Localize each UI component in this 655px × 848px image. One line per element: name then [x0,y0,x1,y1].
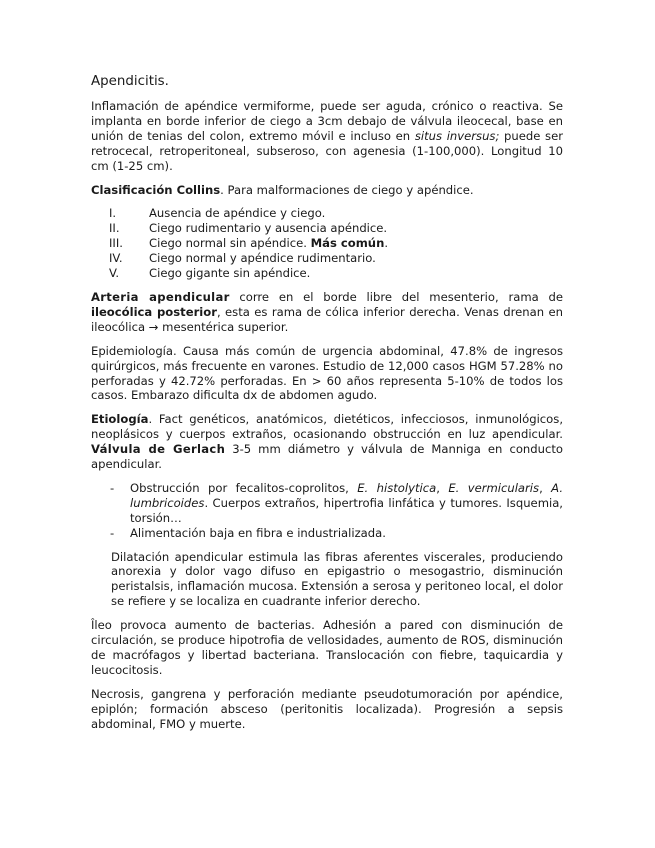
clasificacion-heading: Clasificación Collins [91,182,221,197]
paragraph-clasificacion: Clasificación Collins. Para malformaciones de ciego y apéndice. [91,182,474,197]
paragraph-epidemiologia: Epidemiología. Causa más común de urgencia abdominal, 47.8% de ingresos quirúrgicos, más frecuente en varones. Estudio de 12,000 casos HGM 57.28% no perforadas y 42.72% perforadas. En > 60 años representa 5-10% de todos los casos. Embarazo dificulta dx de abdomen agudo. [91,343,563,403]
list-item: IV. Ciego normal y apéndice rudimentario. [109,251,376,266]
paragraph-necrosis: Necrosis, gangrena y perforación mediante pseudotumoración por apéndice, epiplón; formación absceso (peritonitis localizada). Progresión a sepsis abdominal, FMO y muerte. [91,686,563,731]
document-title: Apendicitis. [91,74,169,89]
paragraph-dilatacion: Dilatación apendicular estimula las fibras aferentes viscerales, produciendo anorexia y dolor vago difuso en epigastrio o mesogastrio, disminución peristalsis, inflamación mucosa. Extensión a serosa y peritoneo local, el dolor se refiere y se localiza en cuadrante inferior derecho. [111,549,563,609]
list-item: - Obstrucción por fecalitos-coprolitos, E. histolytica, E. vermicularis, A. lumbricoides. Cuerpos extraños, hipertrofia linfática y tumores. Isquemia, torsión… [110,480,564,525]
list-item: - Alimentación baja en fibra e industrializada. [110,525,386,540]
list-item: II. Ciego rudimentario y ausencia apéndice. [109,221,388,236]
arrow-right-icon: → [148,319,159,334]
paragraph-arteria: Arteria apendicular corre en el borde libre del mesenterio, rama de ileocólica posterior, esta es rama de cólica inferior derecha. Venas drenan en ileocólica → mesentérica superior. [91,289,563,334]
collins-list [91,206,563,281]
list-item: III. Ciego normal sin apéndice. Más común. [109,236,389,251]
document-body [91,74,563,741]
paragraph-etiologia: Etiología. Fact genéticos, anatómicos, dietéticos, infecciosos, inmunológicos, neoplásicos y cuerpos extraños, ocasionando obstrucción en luz apendicular. Válvula de Gerlach 3-5 mm diámetro y válvula de Manniga en conducto apendicular. [91,412,563,472]
paragraph-definicion: Inflamación de apéndice vermiforme, puede ser aguda, crónico o reactiva. Se implanta en borde inferior de ciego a 3cm debajo de válvula ileocecal, base en unión de tenias del colon, extremo móvil e incluso en situs inversus; puede ser retrocecal, retroperitoneal, subseroso, con agenesia (1-100,000). Longitud 10 cm (1-25 cm). [91,99,563,173]
paragraph-ileo: Îleo provoca aumento de bacterias. Adhesión a pared con disminución de circulación, se produce hipotrofia de vellosidades, aumento de ROS, disminución de macrófagos y libertad bacteriana. Translocación con fiebre, taquicardia y leucocitosis. [91,618,563,677]
list-item: V. Ciego gigante sin apéndice. [109,266,311,281]
list-item: I. Ausencia de apéndice y ciego. [109,206,326,221]
etiologia-bullet-list [91,481,563,541]
